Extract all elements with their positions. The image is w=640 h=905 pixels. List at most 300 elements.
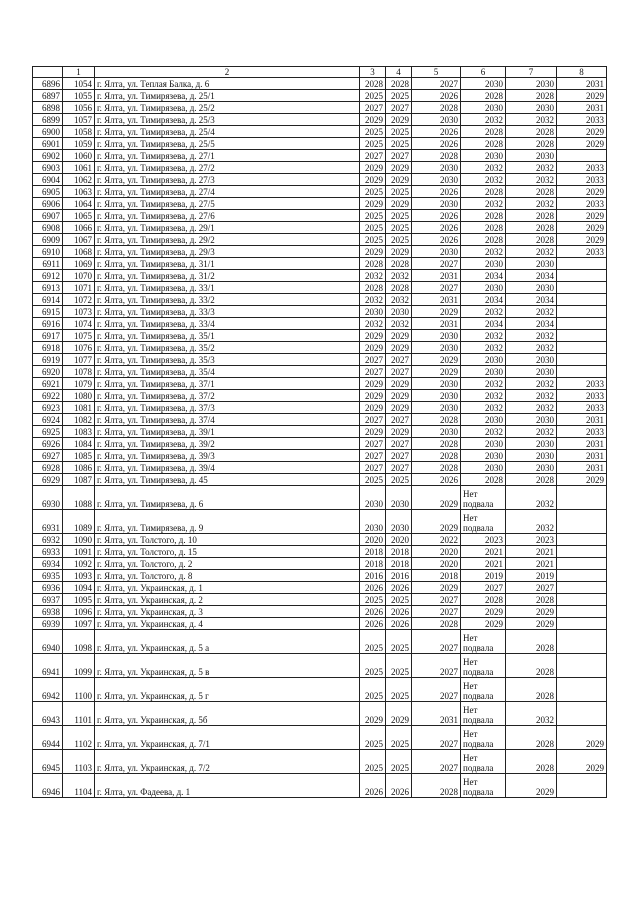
table-row xyxy=(33,234,607,246)
item-number-cell: 1069 xyxy=(63,258,95,270)
address-cell: г. Ялта, ул. Тимирязева, д. 9 xyxy=(95,510,360,534)
address-cell: г. Ялта, ул. Украинская, д. 3 xyxy=(95,606,360,618)
item-number-cell: 1062 xyxy=(63,174,95,186)
year-col-8-cell: 2033 xyxy=(557,426,607,438)
table-row xyxy=(33,246,607,258)
row-number-cell: 6945 xyxy=(33,750,63,774)
year-col-7-cell: 2030 xyxy=(506,462,557,474)
item-number-cell: 1054 xyxy=(63,78,95,90)
year-col-5-cell: 2026 xyxy=(412,90,461,102)
year-col-8-cell: 2031 xyxy=(557,414,607,426)
address-cell: г. Ялта, ул. Украинская, д. 5 а xyxy=(95,630,360,654)
year-col-5-cell: 2026 xyxy=(412,126,461,138)
table-row xyxy=(33,510,607,534)
header-cell: 4 xyxy=(386,67,412,78)
year-col-7-cell: 2028 xyxy=(506,186,557,198)
year-col-4-cell: 2026 xyxy=(386,618,412,630)
item-number-cell: 1078 xyxy=(63,366,95,378)
row-number-cell: 6914 xyxy=(33,294,63,306)
address-cell: г. Ялта, ул. Тимирязева, д. 33/1 xyxy=(95,282,360,294)
year-col-3-cell: 2018 xyxy=(360,558,386,570)
year-col-6-cell: 2021 xyxy=(461,558,506,570)
item-number-cell: 1094 xyxy=(63,582,95,594)
table-row xyxy=(33,582,607,594)
table-row xyxy=(33,342,607,354)
year-col-3-cell: 2029 xyxy=(360,114,386,126)
year-col-5-cell: 2030 xyxy=(412,330,461,342)
item-number-cell: 1079 xyxy=(63,378,95,390)
year-col-8-cell: 2033 xyxy=(557,114,607,126)
year-col-8-cell xyxy=(557,342,607,354)
table-row xyxy=(33,438,607,450)
year-col-6-cell: Нет подвала xyxy=(461,702,506,726)
year-col-5-cell: 2028 xyxy=(412,618,461,630)
year-col-4-cell: 2029 xyxy=(386,330,412,342)
year-col-4-cell: 2025 xyxy=(386,726,412,750)
row-number-cell: 6923 xyxy=(33,402,63,414)
row-number-cell: 6916 xyxy=(33,318,63,330)
year-col-8-cell xyxy=(557,546,607,558)
row-number-cell: 6935 xyxy=(33,570,63,582)
item-number-cell: 1100 xyxy=(63,678,95,702)
year-col-3-cell: 2025 xyxy=(360,138,386,150)
year-col-6-cell: 2032 xyxy=(461,198,506,210)
year-col-6-cell: 2029 xyxy=(461,618,506,630)
year-col-6-cell: 2030 xyxy=(461,102,506,114)
year-col-4-cell: 2025 xyxy=(386,750,412,774)
year-col-4-cell: 2030 xyxy=(386,486,412,510)
year-col-5-cell: 2030 xyxy=(412,378,461,390)
address-cell: г. Ялта, ул. Украинская, д. 4 xyxy=(95,618,360,630)
year-col-8-cell xyxy=(557,630,607,654)
year-col-4-cell: 2025 xyxy=(386,186,412,198)
year-col-5-cell: 2030 xyxy=(412,114,461,126)
document-page xyxy=(32,66,607,798)
address-cell: г. Ялта, ул. Тимирязева, д. 37/2 xyxy=(95,390,360,402)
year-col-8-cell xyxy=(557,570,607,582)
address-cell: г. Ялта, ул. Тимирязева, д. 25/2 xyxy=(95,102,360,114)
year-col-3-cell: 2032 xyxy=(360,318,386,330)
row-number-cell: 6903 xyxy=(33,162,63,174)
year-col-7-cell: 2032 xyxy=(506,702,557,726)
year-col-5-cell: 2028 xyxy=(412,462,461,474)
year-col-8-cell: 2031 xyxy=(557,438,607,450)
table-row xyxy=(33,630,607,654)
address-cell: г. Ялта, ул. Украинская, д. 5 г xyxy=(95,678,360,702)
address-cell: г. Ялта, ул. Тимирязева, д. 31/1 xyxy=(95,258,360,270)
address-cell: г. Ялта, ул. Тимирязева, д. 6 xyxy=(95,486,360,510)
address-cell: г. Ялта, ул. Украинская, д. 7/1 xyxy=(95,726,360,750)
item-number-cell: 1058 xyxy=(63,126,95,138)
year-col-4-cell: 2027 xyxy=(386,150,412,162)
table-row xyxy=(33,378,607,390)
year-col-3-cell: 2025 xyxy=(360,594,386,606)
year-col-3-cell: 2025 xyxy=(360,126,386,138)
address-cell: г. Ялта, ул. Тимирязева, д. 39/3 xyxy=(95,450,360,462)
table-row xyxy=(33,114,607,126)
year-col-5-cell: 2030 xyxy=(412,246,461,258)
row-number-cell: 6924 xyxy=(33,414,63,426)
year-col-5-cell: 2030 xyxy=(412,426,461,438)
year-col-3-cell: 2027 xyxy=(360,102,386,114)
row-number-cell: 6933 xyxy=(33,546,63,558)
table-row xyxy=(33,126,607,138)
address-cell: г. Ялта, ул. Тимирязева, д. 25/5 xyxy=(95,138,360,150)
row-number-cell: 6918 xyxy=(33,342,63,354)
row-number-cell: 6943 xyxy=(33,702,63,726)
table-row xyxy=(33,210,607,222)
year-col-4-cell: 2029 xyxy=(386,390,412,402)
address-cell: г. Ялта, ул. Тимирязева, д. 29/3 xyxy=(95,246,360,258)
year-col-8-cell: 2033 xyxy=(557,162,607,174)
year-col-7-cell: 2021 xyxy=(506,558,557,570)
item-number-cell: 1091 xyxy=(63,546,95,558)
year-col-7-cell: 2030 xyxy=(506,366,557,378)
year-col-6-cell: 2023 xyxy=(461,534,506,546)
item-number-cell: 1092 xyxy=(63,558,95,570)
address-cell: г. Ялта, ул. Украинская, д. 1 xyxy=(95,582,360,594)
year-col-3-cell: 2029 xyxy=(360,702,386,726)
item-number-cell: 1067 xyxy=(63,234,95,246)
year-col-6-cell: Нет подвала xyxy=(461,510,506,534)
item-number-cell: 1099 xyxy=(63,654,95,678)
year-col-3-cell: 2025 xyxy=(360,210,386,222)
year-col-8-cell: 2031 xyxy=(557,450,607,462)
row-number-cell: 6928 xyxy=(33,462,63,474)
year-col-3-cell: 2027 xyxy=(360,366,386,378)
row-number-cell: 6922 xyxy=(33,390,63,402)
year-col-4-cell: 2020 xyxy=(386,534,412,546)
address-cell: г. Ялта, ул. Тимирязева, д. 33/3 xyxy=(95,306,360,318)
year-col-5-cell: 2030 xyxy=(412,402,461,414)
row-number-cell: 6917 xyxy=(33,330,63,342)
item-number-cell: 1102 xyxy=(63,726,95,750)
year-col-8-cell xyxy=(557,354,607,366)
address-cell: г. Ялта, ул. Тимирязева, д. 27/3 xyxy=(95,174,360,186)
item-number-cell: 1056 xyxy=(63,102,95,114)
table-row xyxy=(33,390,607,402)
year-col-6-cell: 2032 xyxy=(461,426,506,438)
year-col-5-cell: 2030 xyxy=(412,162,461,174)
year-col-5-cell: 2027 xyxy=(412,678,461,702)
year-col-7-cell: 2030 xyxy=(506,438,557,450)
year-col-6-cell: 2028 xyxy=(461,234,506,246)
year-col-3-cell: 2016 xyxy=(360,570,386,582)
year-col-6-cell: 2028 xyxy=(461,474,506,486)
year-col-6-cell: 2019 xyxy=(461,570,506,582)
item-number-cell: 1080 xyxy=(63,390,95,402)
address-cell: г. Ялта, ул. Тимирязева, д. 33/4 xyxy=(95,318,360,330)
row-number-cell: 6934 xyxy=(33,558,63,570)
year-col-8-cell xyxy=(557,582,607,594)
year-col-7-cell: 2030 xyxy=(506,102,557,114)
year-col-6-cell: 2030 xyxy=(461,462,506,474)
year-col-4-cell: 2025 xyxy=(386,138,412,150)
year-col-6-cell: 2030 xyxy=(461,258,506,270)
row-number-cell: 6902 xyxy=(33,150,63,162)
year-col-4-cell: 2025 xyxy=(386,126,412,138)
year-col-6-cell: 2028 xyxy=(461,210,506,222)
year-col-5-cell: 2028 xyxy=(412,414,461,426)
address-cell: г. Ялта, ул. Тимирязева, д. 27/6 xyxy=(95,210,360,222)
year-col-8-cell xyxy=(557,270,607,282)
year-col-6-cell: 2030 xyxy=(461,450,506,462)
row-number-cell: 6944 xyxy=(33,726,63,750)
year-col-4-cell: 2030 xyxy=(386,510,412,534)
year-col-6-cell: 2028 xyxy=(461,90,506,102)
table-row xyxy=(33,450,607,462)
year-col-5-cell: 2026 xyxy=(412,186,461,198)
year-col-8-cell xyxy=(557,678,607,702)
row-number-cell: 6936 xyxy=(33,582,63,594)
year-col-5-cell: 2028 xyxy=(412,774,461,798)
year-col-3-cell: 2027 xyxy=(360,354,386,366)
address-cell: г. Ялта, ул. Тимирязева, д. 27/2 xyxy=(95,162,360,174)
table-row xyxy=(33,702,607,726)
row-number-cell: 6929 xyxy=(33,474,63,486)
year-col-6-cell: 2032 xyxy=(461,306,506,318)
year-col-3-cell: 2026 xyxy=(360,618,386,630)
item-number-cell: 1083 xyxy=(63,426,95,438)
address-cell: г. Ялта, ул. Тимирязева, д. 37/3 xyxy=(95,402,360,414)
year-col-6-cell: Нет подвала xyxy=(461,774,506,798)
year-col-4-cell: 2027 xyxy=(386,462,412,474)
row-number-cell: 6925 xyxy=(33,426,63,438)
year-col-5-cell: 2027 xyxy=(412,594,461,606)
year-col-7-cell: 2030 xyxy=(506,78,557,90)
year-col-5-cell: 2030 xyxy=(412,198,461,210)
year-col-6-cell: 2029 xyxy=(461,606,506,618)
year-col-6-cell: 2028 xyxy=(461,126,506,138)
year-col-5-cell: 2029 xyxy=(412,582,461,594)
year-col-8-cell xyxy=(557,558,607,570)
table-row xyxy=(33,150,607,162)
year-col-5-cell: 2027 xyxy=(412,258,461,270)
year-col-3-cell: 2027 xyxy=(360,450,386,462)
item-number-cell: 1090 xyxy=(63,534,95,546)
year-col-3-cell: 2027 xyxy=(360,438,386,450)
year-col-6-cell: Нет подвала xyxy=(461,486,506,510)
row-number-cell: 6913 xyxy=(33,282,63,294)
header-cell: 7 xyxy=(506,67,557,78)
year-col-3-cell: 2026 xyxy=(360,606,386,618)
address-cell: г. Ялта, ул. Толстого, д. 8 xyxy=(95,570,360,582)
year-col-8-cell xyxy=(557,258,607,270)
year-col-3-cell: 2026 xyxy=(360,582,386,594)
table-row xyxy=(33,462,607,474)
address-cell: г. Ялта, ул. Тимирязева, д. 25/3 xyxy=(95,114,360,126)
address-cell: г. Ялта, ул. Теплая Балка, д. 6 xyxy=(95,78,360,90)
table-body xyxy=(33,78,607,798)
year-col-5-cell: 2028 xyxy=(412,438,461,450)
table-row xyxy=(33,558,607,570)
year-col-6-cell: 2032 xyxy=(461,378,506,390)
year-col-5-cell: 2030 xyxy=(412,390,461,402)
year-col-5-cell: 2029 xyxy=(412,486,461,510)
item-number-cell: 1059 xyxy=(63,138,95,150)
year-col-7-cell: 2028 xyxy=(506,210,557,222)
year-col-6-cell: 2032 xyxy=(461,402,506,414)
year-col-7-cell: 2028 xyxy=(506,222,557,234)
year-col-4-cell: 2027 xyxy=(386,366,412,378)
year-col-7-cell: 2028 xyxy=(506,678,557,702)
item-number-cell: 1103 xyxy=(63,750,95,774)
table-row xyxy=(33,222,607,234)
table-row xyxy=(33,282,607,294)
address-cell: г. Ялта, ул. Тимирязева, д. 35/3 xyxy=(95,354,360,366)
row-number-cell: 6906 xyxy=(33,198,63,210)
year-col-5-cell: 2031 xyxy=(412,294,461,306)
row-number-cell: 6899 xyxy=(33,114,63,126)
year-col-7-cell: 2032 xyxy=(506,198,557,210)
year-col-3-cell: 2025 xyxy=(360,474,386,486)
address-cell: г. Ялта, ул. Тимирязева, д. 39/4 xyxy=(95,462,360,474)
address-cell: г. Ялта, ул. Тимирязева, д. 27/4 xyxy=(95,186,360,198)
year-col-8-cell: 2031 xyxy=(557,462,607,474)
year-col-6-cell: 2030 xyxy=(461,438,506,450)
item-number-cell: 1096 xyxy=(63,606,95,618)
year-col-8-cell xyxy=(557,294,607,306)
year-col-4-cell: 2029 xyxy=(386,174,412,186)
item-number-cell: 1060 xyxy=(63,150,95,162)
year-col-3-cell: 2029 xyxy=(360,246,386,258)
year-col-7-cell: 2034 xyxy=(506,318,557,330)
year-col-3-cell: 2028 xyxy=(360,258,386,270)
table-row xyxy=(33,102,607,114)
table-row xyxy=(33,366,607,378)
year-col-6-cell: Нет подвала xyxy=(461,678,506,702)
year-col-6-cell: 2027 xyxy=(461,582,506,594)
year-col-4-cell: 2029 xyxy=(386,198,412,210)
year-col-6-cell: 2028 xyxy=(461,222,506,234)
year-col-3-cell: 2029 xyxy=(360,378,386,390)
year-col-5-cell: 2027 xyxy=(412,630,461,654)
year-col-7-cell: 2032 xyxy=(506,378,557,390)
year-col-8-cell xyxy=(557,774,607,798)
year-col-7-cell: 2030 xyxy=(506,150,557,162)
year-col-8-cell: 2029 xyxy=(557,222,607,234)
header-cell: 6 xyxy=(461,67,506,78)
table-row xyxy=(33,90,607,102)
year-col-3-cell: 2025 xyxy=(360,726,386,750)
year-col-4-cell: 2029 xyxy=(386,402,412,414)
row-number-cell: 6931 xyxy=(33,510,63,534)
year-col-3-cell: 2029 xyxy=(360,426,386,438)
year-col-3-cell: 2029 xyxy=(360,402,386,414)
row-number-cell: 6912 xyxy=(33,270,63,282)
year-col-3-cell: 2025 xyxy=(360,678,386,702)
year-col-8-cell xyxy=(557,594,607,606)
row-number-cell: 6946 xyxy=(33,774,63,798)
row-number-cell: 6942 xyxy=(33,678,63,702)
year-col-4-cell: 2018 xyxy=(386,546,412,558)
year-col-5-cell: 2026 xyxy=(412,222,461,234)
year-col-3-cell: 2032 xyxy=(360,270,386,282)
item-number-cell: 1082 xyxy=(63,414,95,426)
year-col-6-cell: 2034 xyxy=(461,294,506,306)
year-col-6-cell: 2030 xyxy=(461,150,506,162)
address-cell: г. Ялта, ул. Тимирязева, д. 37/1 xyxy=(95,378,360,390)
year-col-4-cell: 2029 xyxy=(386,702,412,726)
address-cell: г. Ялта, ул. Украинская, д. 5б xyxy=(95,702,360,726)
year-col-7-cell: 2028 xyxy=(506,594,557,606)
year-col-5-cell: 2022 xyxy=(412,534,461,546)
year-col-6-cell: 2030 xyxy=(461,366,506,378)
year-col-4-cell: 2025 xyxy=(386,90,412,102)
year-col-6-cell: 2030 xyxy=(461,282,506,294)
address-cell: г. Ялта, ул. Тимирязева, д. 39/2 xyxy=(95,438,360,450)
address-cell: г. Ялта, ул. Тимирязева, д. 29/2 xyxy=(95,234,360,246)
year-col-3-cell: 2025 xyxy=(360,234,386,246)
table-row xyxy=(33,78,607,90)
item-number-cell: 1081 xyxy=(63,402,95,414)
address-cell: г. Ялта, ул. Тимирязева, д. 37/4 xyxy=(95,414,360,426)
year-col-8-cell: 2033 xyxy=(557,378,607,390)
item-number-cell: 1070 xyxy=(63,270,95,282)
year-col-8-cell xyxy=(557,618,607,630)
year-col-8-cell xyxy=(557,534,607,546)
year-col-5-cell: 2029 xyxy=(412,354,461,366)
year-col-8-cell xyxy=(557,654,607,678)
year-col-3-cell: 2026 xyxy=(360,774,386,798)
item-number-cell: 1097 xyxy=(63,618,95,630)
address-cell: г. Ялта, ул. Тимирязева, д. 35/1 xyxy=(95,330,360,342)
year-col-7-cell: 2032 xyxy=(506,402,557,414)
year-col-3-cell: 2030 xyxy=(360,510,386,534)
row-number-cell: 6909 xyxy=(33,234,63,246)
year-col-4-cell: 2028 xyxy=(386,78,412,90)
year-col-6-cell: 2032 xyxy=(461,390,506,402)
year-col-3-cell: 2029 xyxy=(360,390,386,402)
table-row xyxy=(33,138,607,150)
year-col-4-cell: 2025 xyxy=(386,678,412,702)
year-col-4-cell: 2016 xyxy=(386,570,412,582)
year-col-8-cell xyxy=(557,510,607,534)
year-col-4-cell: 2027 xyxy=(386,438,412,450)
item-number-cell: 1089 xyxy=(63,510,95,534)
year-col-5-cell: 2030 xyxy=(412,174,461,186)
row-number-cell: 6915 xyxy=(33,306,63,318)
address-cell: г. Ялта, ул. Тимирязева, д. 27/5 xyxy=(95,198,360,210)
year-col-7-cell: 2034 xyxy=(506,294,557,306)
year-col-5-cell: 2020 xyxy=(412,546,461,558)
row-number-cell: 6930 xyxy=(33,486,63,510)
header-cell: 3 xyxy=(360,67,386,78)
address-cell: г. Ялта, ул. Тимирязева, д. 39/1 xyxy=(95,426,360,438)
year-col-5-cell: 2027 xyxy=(412,282,461,294)
year-col-8-cell: 2029 xyxy=(557,726,607,750)
row-number-cell: 6920 xyxy=(33,366,63,378)
year-col-6-cell: 2032 xyxy=(461,174,506,186)
table-row xyxy=(33,570,607,582)
row-number-cell: 6911 xyxy=(33,258,63,270)
year-col-5-cell: 2031 xyxy=(412,318,461,330)
table-row xyxy=(33,414,607,426)
year-col-5-cell: 2026 xyxy=(412,210,461,222)
row-number-cell: 6919 xyxy=(33,354,63,366)
year-col-7-cell: 2028 xyxy=(506,90,557,102)
year-col-7-cell: 2032 xyxy=(506,246,557,258)
year-col-3-cell: 2025 xyxy=(360,90,386,102)
year-col-3-cell: 2030 xyxy=(360,306,386,318)
year-col-4-cell: 2028 xyxy=(386,282,412,294)
year-col-3-cell: 2028 xyxy=(360,78,386,90)
table-row xyxy=(33,330,607,342)
row-number-cell: 6900 xyxy=(33,126,63,138)
table-row xyxy=(33,426,607,438)
table-row xyxy=(33,174,607,186)
year-col-7-cell: 2028 xyxy=(506,750,557,774)
